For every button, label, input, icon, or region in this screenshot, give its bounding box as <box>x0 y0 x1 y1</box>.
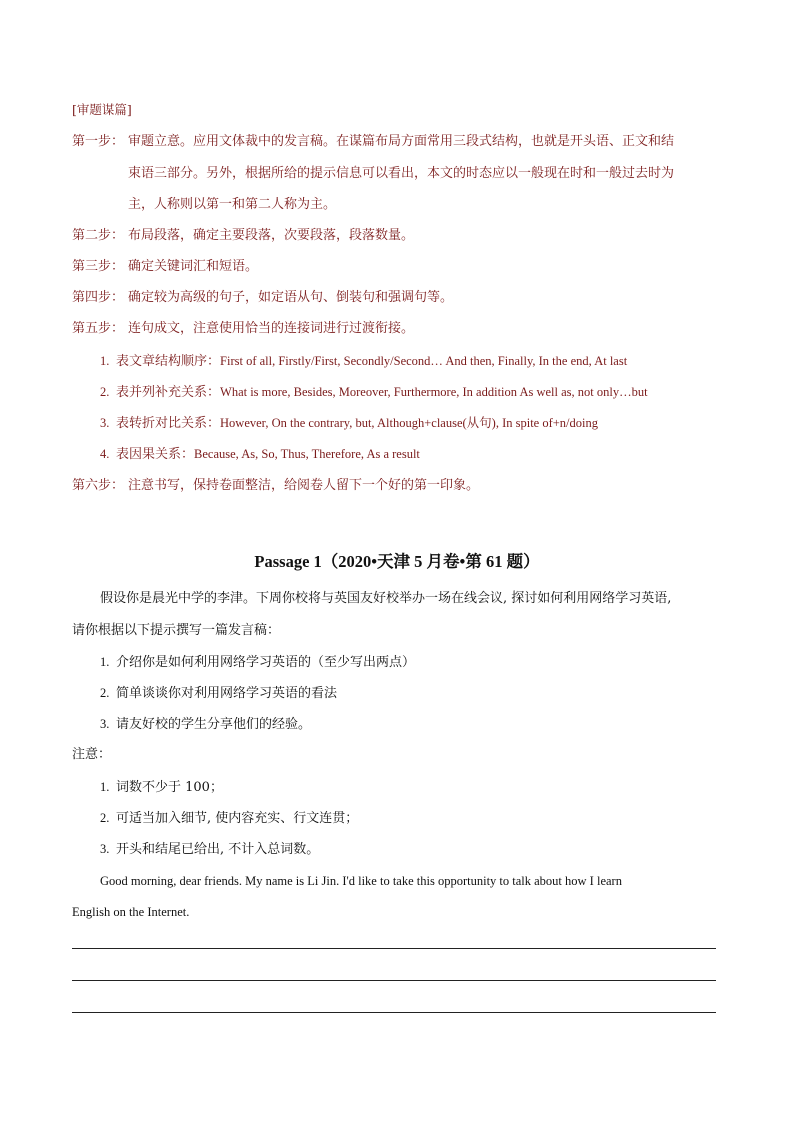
step3-label: 第三步： <box>72 259 125 274</box>
connector-item-4-text: Because, As, So, Thus, Therefore, As a result <box>194 447 420 461</box>
opening-line-2: English on the Internet. <box>72 905 190 919</box>
answer-line-1[interactable] <box>72 948 716 949</box>
prompt-item-1 <box>100 654 415 671</box>
note-item-1-text: 词数不少于 100； <box>116 780 223 795</box>
prompt-item-2-text: 简单谈谈你对利用网络学习英语的看法 <box>116 686 338 701</box>
step1-text-line-2: 束语三部分。另外，根据所给的提示信息可以看出，本文的时态应以一般现在时和一般过去时为 <box>128 166 675 181</box>
step4-label: 第四步： <box>72 290 125 305</box>
prompt-item-3 <box>100 716 311 733</box>
step6-label: 第六步： <box>72 478 125 493</box>
section-tag: [审题谋篇] <box>72 102 132 117</box>
note-item-2 <box>100 810 358 827</box>
answer-line-3[interactable] <box>72 1012 716 1013</box>
step5 <box>72 321 414 337</box>
notes-label: 注意： <box>72 747 112 762</box>
connector-item-1-label: 表文章结构顺序： <box>116 354 221 369</box>
opening-line-1: Good morning, dear friends. My name is Li Jin. I'd like to take this opportunity to talk about how I learn <box>100 874 622 888</box>
connector-item-4 <box>100 446 420 463</box>
note-item-1 <box>100 779 223 796</box>
note-item-3-text: 开头和结尾已给出, 不计入总词数。 <box>116 842 320 857</box>
connector-item-1 <box>100 353 627 370</box>
step1-text-line-3: 主，人称则以第一和第二人称为主。 <box>128 197 337 212</box>
step5-label: 第五步： <box>72 321 125 336</box>
step2 <box>72 228 414 244</box>
connector-item-2-label: 表并列补充关系： <box>116 385 221 400</box>
connector-item-3-num: 3. <box>100 416 110 430</box>
connector-item-3-label: 表转折对比关系： <box>116 416 221 431</box>
step1-text-line-1: 审题立意。应用文体裁中的发言稿。在谋篇布局方面常用三段式结构，也就是开头语、正文和结 <box>128 134 675 149</box>
note-item-1-num: 1. <box>100 780 110 794</box>
connector-item-3 <box>100 415 598 432</box>
connector-item-2 <box>100 384 648 401</box>
intro-line-1: 假设你是晨光中学的李津。下周你校将与英国友好校举办一场在线会议, 探讨如何利用网络学习英语, <box>100 591 672 606</box>
step4 <box>72 290 453 306</box>
connector-item-1-text: First of all, Firstly/First, Secondly/Second… And then, Finally, In the end, At last <box>220 354 628 368</box>
note-item-3 <box>100 841 319 858</box>
note-item-3-num: 3. <box>100 842 110 856</box>
note-item-2-num: 2. <box>100 811 110 825</box>
connector-item-3-text: However, On the contrary, but, Although+clause(从句), In spite of+n/doing <box>220 416 599 430</box>
step4-text: 确定较为高级的句子，如定语从句、倒装句和强调句等。 <box>128 290 454 305</box>
prompt-item-2-num: 2. <box>100 686 110 700</box>
step1-first-line <box>72 134 674 150</box>
answer-line-2[interactable] <box>72 980 716 981</box>
connector-item-1-num: 1. <box>100 354 110 368</box>
step6 <box>72 478 479 494</box>
step3-text: 确定关键词汇和短语。 <box>128 259 259 274</box>
step3 <box>72 259 258 275</box>
connector-item-2-text: What is more, Besides, Moreover, Furthermore, In addition As well as, not only…but <box>220 385 648 399</box>
step6-text: 注意书写，保持卷面整洁，给阅卷人留下一个好的第一印象。 <box>128 478 480 493</box>
note-item-2-text: 可适当加入细节, 使内容充实、行文连贯； <box>116 811 359 826</box>
prompt-item-3-num: 3. <box>100 717 110 731</box>
prompt-item-1-num: 1. <box>100 655 110 669</box>
passage-title: Passage 1（2020•天津 5 月卷•第 61 题） <box>254 552 540 571</box>
step5-text: 连句成文，注意使用恰当的连接词进行过渡衔接。 <box>128 321 415 336</box>
prompt-item-1-text: 介绍你是如何利用网络学习英语的（至少写出两点） <box>116 655 416 670</box>
step2-label: 第二步： <box>72 228 125 243</box>
prompt-item-2 <box>100 685 337 702</box>
step1-label: 第一步： <box>72 134 125 149</box>
step2-text: 布局段落，确定主要段落，次要段落，段落数量。 <box>128 228 415 243</box>
connector-item-4-num: 4. <box>100 447 110 461</box>
connector-item-2-num: 2. <box>100 385 110 399</box>
connector-item-4-label: 表因果关系： <box>116 447 195 462</box>
intro-line-2: 请你根据以下提示撰写一篇发言稿： <box>72 623 281 638</box>
prompt-item-3-text: 请友好校的学生分享他们的经验。 <box>116 717 312 732</box>
